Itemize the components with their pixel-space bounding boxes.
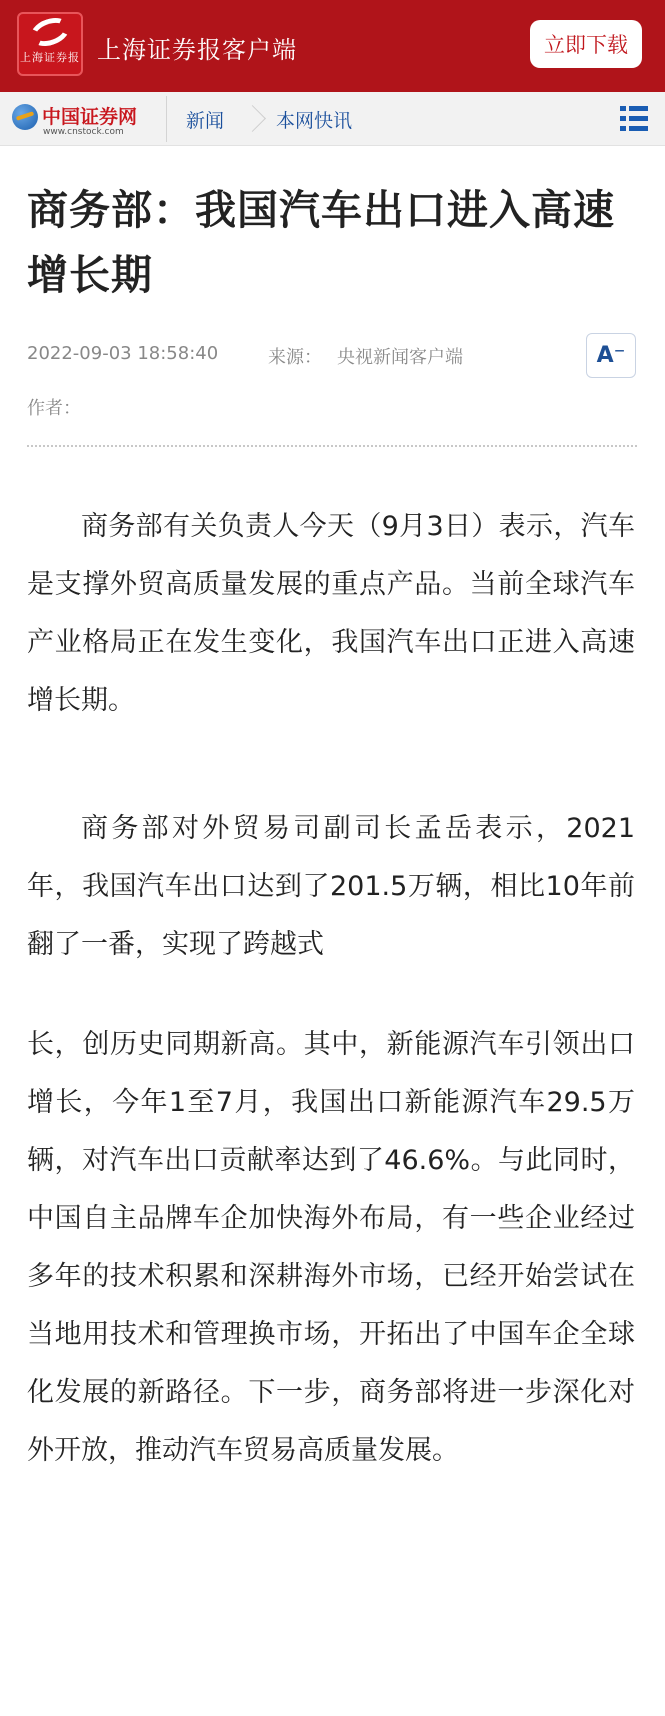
font-size-button[interactable]: A⁻: [586, 333, 636, 378]
shzqb-logo: [17, 12, 83, 76]
logo-s-mark-icon: [27, 13, 73, 51]
site-name: 中国证券网: [42, 106, 138, 128]
banner-title: 上海证券报客户端: [97, 36, 297, 64]
article-title: 商务部：我国汽车出口进入高速增长期: [27, 186, 615, 299]
breadcrumb-flash-news[interactable]: 本网快讯: [276, 110, 353, 132]
site-url: www.cnstock.com: [43, 127, 124, 137]
author-label: 作者：: [27, 398, 81, 419]
article-source: 央视新闻客户端: [337, 347, 463, 368]
meta-divider: [27, 445, 637, 447]
article-paragraph: 商务部有关负责人今天（9月3日）表示，汽车是支撑外贸高质量发展的重点产品。当前全球汽车产业格局正在发生变化，我国汽车出口正进入高速增长期。: [27, 511, 635, 716]
list-menu-icon[interactable]: [620, 106, 648, 132]
site-navbar: [0, 92, 665, 146]
article-paragraph: 长，创历史同期新高。其中，新能源汽车引领出口增长，今年1至7月，我国出口新能源汽车29.5万辆，对汽车出口贡献率达到了46.6%。与此同时，中国自主品牌车企加快海外布局，有一些企业经过多年的技术积累和深耕海外市场，已经开始尝试在当地用技术和管理换市场，开拓出了中国车企全球化发展的新路径。下一步，商务部将进一步深化对外开放，推动汽车贸易高质量发展。: [27, 1029, 635, 1466]
article-datetime: 2022-09-03 18:58:40: [27, 343, 219, 364]
chevron-right-icon: [243, 103, 267, 135]
breadcrumb-news[interactable]: 新闻: [186, 110, 225, 132]
nav-divider: [166, 96, 167, 142]
cnstock-logo[interactable]: [12, 100, 162, 138]
download-button[interactable]: 立即下载: [530, 20, 642, 68]
article-paragraph: 商务部对外贸易司副司长孟岳表示，2021年，我国汽车出口达到了201.5万辆，相比10年前翻了一番，实现了跨越式: [27, 813, 635, 960]
logo-text: 上海证券报: [20, 51, 80, 64]
app-download-banner: [0, 0, 665, 92]
globe-icon: [12, 104, 38, 130]
source-label: 来源：: [268, 347, 322, 368]
